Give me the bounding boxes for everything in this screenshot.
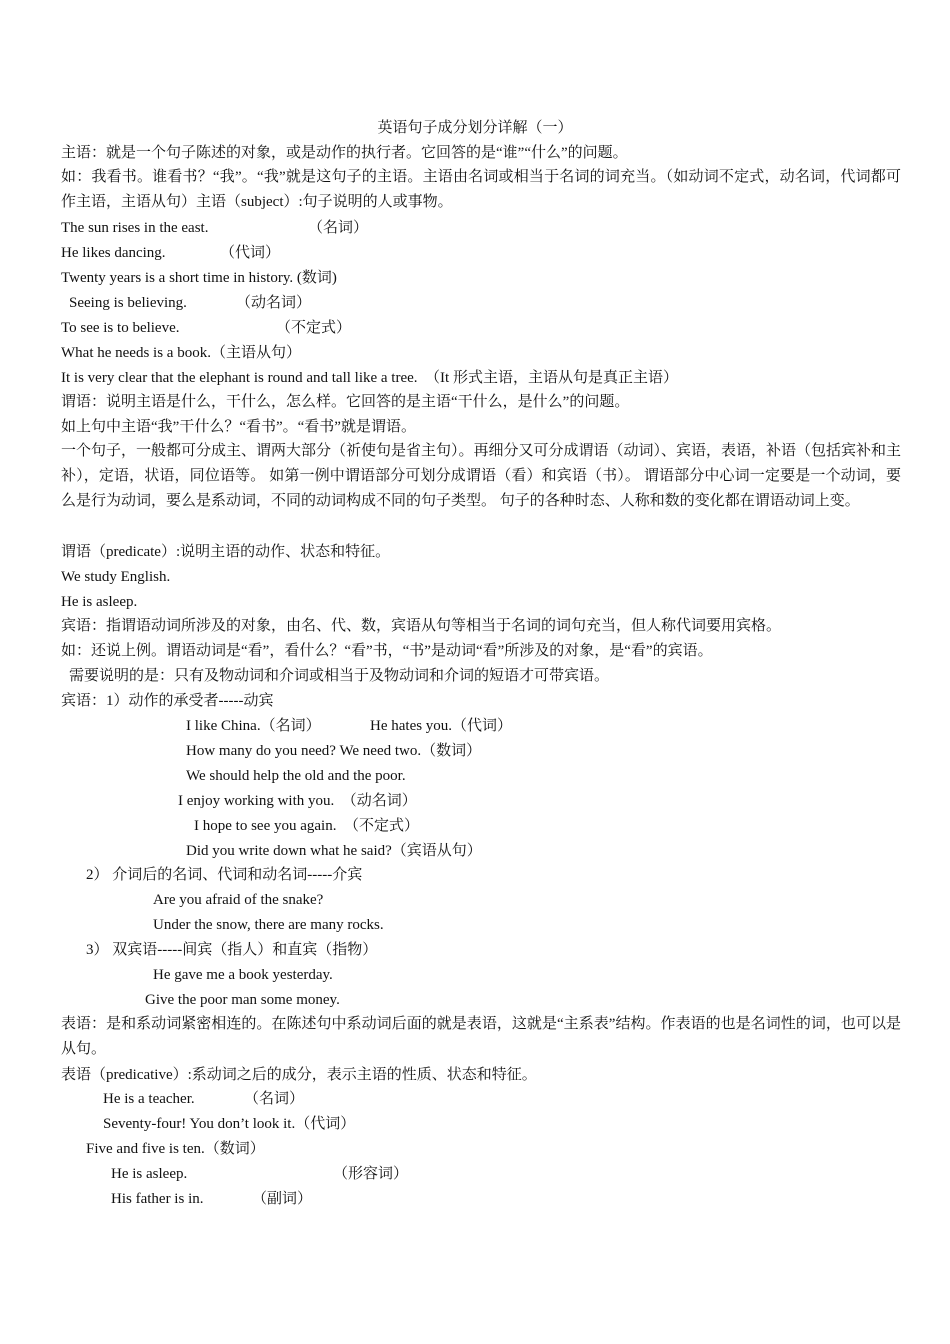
example-sentence: He gave me a book yesterday. [153,967,333,983]
example-sentence: It is very clear that the elephant is round and tall like a tree. （It 形式主语，主语从句是真正主语） [61,370,678,386]
example-sentence: He is asleep. [111,1166,188,1182]
example-sentence: We study English. [61,569,171,585]
example-sentence: Seeing is believing. [69,295,187,311]
example-sentence: Under the snow, there are many rocks. [153,917,384,933]
predicate-term: 谓语（predicate）:说明主语的动作、状态和特征。 [61,544,391,560]
example-sentence: We should help the old and the poor. [186,768,406,784]
predicate-definition: 谓语：说明主语是什么，干什么，怎么样。它回答的是主语“干什么，是什么”的问题。 [61,394,630,410]
document-title: 英语句子成分划分详解（一） [377,120,573,136]
predicate-example: 如上句中主语“我”干什么？“看书”。“看书”就是谓语。 [61,419,416,435]
subject-explanation: 如：我看书。谁看书？“我”。“我”就是这句子的主语。主语由名词或相当于名词的词充当。（如动词不定式，动名词，代词都可作主语，主语从句）主语（subject）:句子说明的人或事物。 [61,169,901,210]
example-sentence: Seventy-four! You don’t look it.（代词） [103,1116,356,1132]
example-sentence: How many do you need? We need two.（数词） [186,743,482,759]
object-type-1: 宾语：1）动作的承受者-----动宾 [61,693,274,709]
example-note: （不定式） [276,320,352,336]
subject-definition: 主语：就是一个句子陈述的对象，或是动作的执行者。它回答的是“谁”“什么”的问题。 [61,145,628,161]
example-sentence: Are you afraid of the snake? [153,892,324,908]
object-definition: 宾语：指谓语动词所涉及的对象，由名、代、数，宾语从句等相当于名词的词句充当，但人称代词要用宾格。 [61,618,782,634]
example-sentence: Twenty years is a short time in history. (数词) [61,270,337,286]
example-sentence: Did you write down what he said?（宾语从句） [186,843,482,859]
object-type-2: 2） 介词后的名词、代词和动名词-----介宾 [86,867,363,883]
example-note: （名词） [308,220,369,236]
predicative-definition: 表语：是和系动词紧密相连的。在陈述句中系动词后面的就是表语，这就是“主系表”结构。作表语的也是名词性的词，也可以是从句。 [61,1016,901,1057]
example-sentence: Give the poor man some money. [145,992,340,1008]
example-note: （名词） [244,1091,305,1107]
example-sentence: To see is to believe. [61,320,180,336]
example-sentence: What he needs is a book.（主语从句） [61,345,301,361]
example-sentence: He likes dancing. [61,245,166,261]
example-sentence: I hope to see you again. （不定式） [194,818,419,834]
example-sentence: I enjoy working with you. （动名词） [178,793,417,809]
predicative-term: 表语（predicative）:系动词之后的成分，表示主语的性质、状态和特征。 [61,1067,537,1083]
example-sentence: He is a teacher. [103,1091,195,1107]
example-sentence: He is asleep. [61,594,138,610]
example-note: （副词） [252,1191,313,1207]
object-note: 需要说明的是：只有及物动词和介词或相当于及物动词和介词的短语才可带宾语。 [69,668,610,684]
sentence-structure-paragraph: 一个句子，一般都可分成主、谓两大部分（祈使句是省主句）。再细分又可分成谓语（动词）、宾语，表语，补语（包括宾补和主补），定语，状语，同位语等。 如第一例中谓语部分可划分成谓语（看）和宾语（书）。 谓语部分中心词一定要是一个动词，要么是行为动词，要么是系动词，不同的动词构成不同的句子类型。 句子的各种时态、人称和数的变化都在谓语动词上变。 [61,443,902,509]
example-note: （代词） [220,245,281,261]
example-note: （动名词） [236,295,312,311]
example-note: （形容词） [333,1166,409,1182]
example-sentence: I like China.（名词） [186,718,321,734]
object-example: 如：还说上例。谓语动词是“看”，看什么？“看”书，“书”是动词“看”所涉及的对象，是“看”的宾语。 [61,643,713,659]
object-type-3: 3） 双宾语-----间宾（指人）和直宾（指物） [86,942,378,958]
example-sentence: The sun rises in the east. [61,220,209,236]
example-sentence: Five and five is ten.（数词） [86,1141,265,1157]
example-sentence: His father is in. [111,1191,204,1207]
example-sentence: He hates you.（代词） [370,718,513,734]
